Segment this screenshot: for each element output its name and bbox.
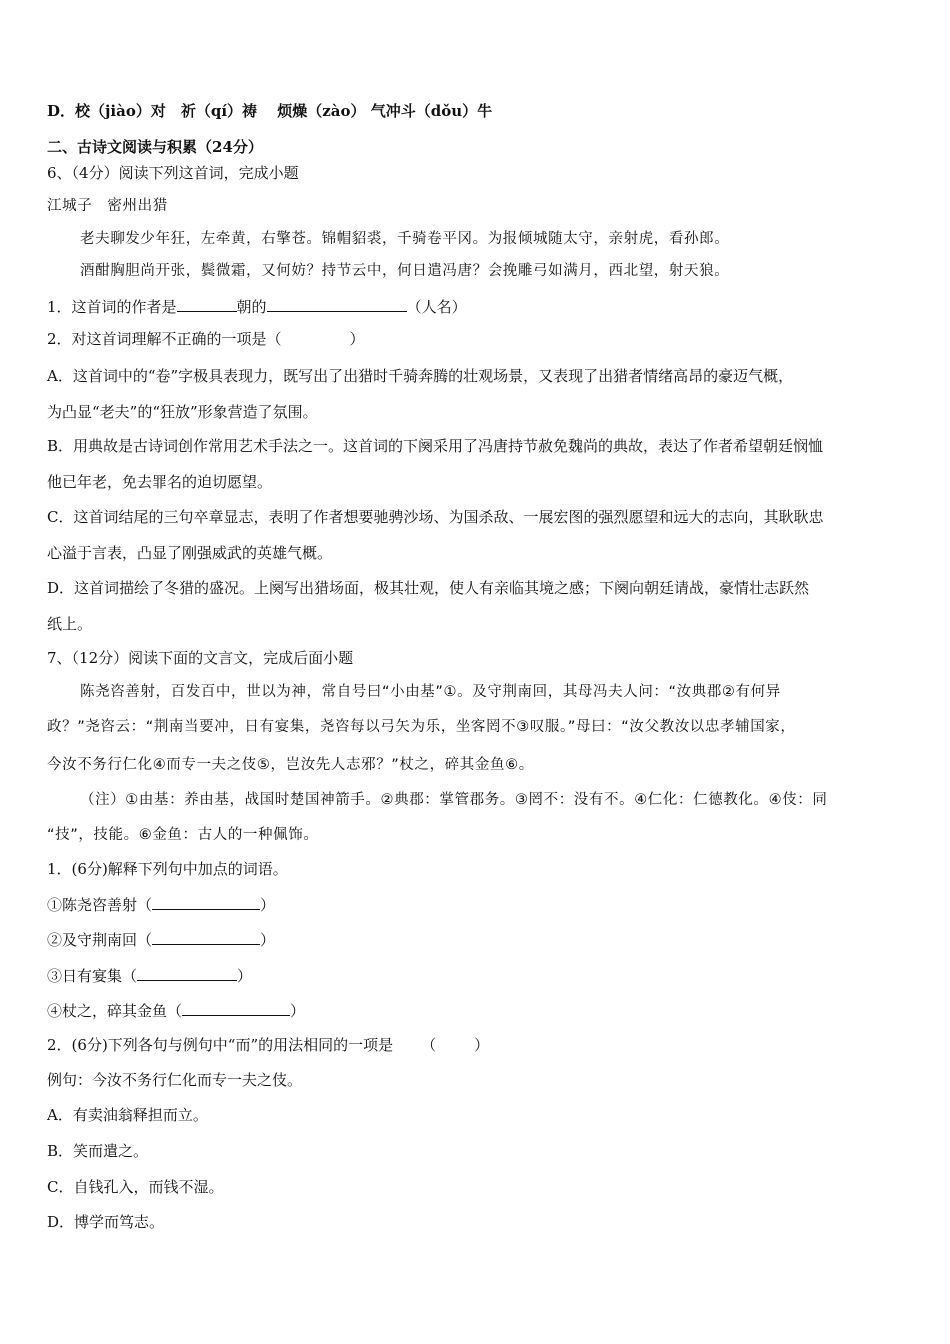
q6-sub2-suffix: ） [349,330,365,348]
q7-option-d: D．博学而笃志。 [47,1213,165,1231]
q7-sub2-close: ） [474,1036,490,1054]
q6-sub2-prefix: 2．对这首词理解不正确的一项是（ [47,330,282,348]
q7-example-sentence: 例句：今汝不务行仁化而专一夫之伎。 [47,1071,303,1089]
dynasty-blank[interactable] [177,295,237,312]
q7-option-c: C．自钱孔入，而钱不湿。 [47,1178,224,1196]
q6-header: 6、（4分）阅读下列这首词，完成小题 [47,164,299,182]
word-item-1-close: ） [260,896,276,914]
q6-option-a-line1: A．这首词中的“卷”字极具表现力，既写出了出猎时千骑奔腾的壮观场景，又表现了出猎者情绪高昂的豪迈气概， [47,367,794,385]
q7-notes-line2: “技”，技能。⑥金鱼：古人的一种佩饰。 [47,827,319,843]
poem-line-2: 酒酣胸胆尚开张，鬓微霜，又何妨？持节云中，何日遣冯唐？会挽雕弓如满月，西北望，射天狼。 [80,263,730,279]
q7-sub2-text: 2．(6分)下列各句与例句中“而”的用法相同的一项是 [47,1036,394,1054]
word-item-4 [47,999,305,1021]
q7-header: 7、（12分）阅读下面的文言文，完成后面小题 [47,649,354,667]
word-item-4-close: ） [290,1002,306,1020]
word-item-3 [47,964,252,986]
word-item-2-close: ） [260,931,276,949]
word-item-4-text: ④杖之，碎其金鱼（ [47,1002,183,1020]
q7-text-line1: 陈尧咨善射，百发百中，世以为神，常自号曰“小由基”①。及守荆南回，其母冯夫人问：“汝典郡②有何异 [80,684,781,700]
q6-option-d-line2: 纸上。 [47,615,93,633]
q6-option-c-line2: 心溢于言表，凸显了刚强威武的英雄气概。 [47,544,333,562]
word-item-3-text: ③日有宴集（ [47,967,138,985]
q6-sub2 [47,329,365,349]
word-item-3-close: ） [237,967,253,985]
word-item-1-text: ①陈尧咨善射（ [47,896,153,914]
word-item-1-blank[interactable] [152,893,260,910]
q6-sub1-prefix: 1．这首词的作者是 [47,298,177,316]
q7-sub2 [47,1035,489,1055]
word-item-1 [47,893,275,915]
q7-sub2-open: （ [421,1036,437,1054]
word-item-2-text: ②及守荆南回（ [47,931,153,949]
q6-option-a-line2: 为凸显“老夫”的“狂放”形象营造了氛围。 [47,403,318,421]
q7-option-b: B．笑而遣之。 [47,1142,149,1160]
author-blank[interactable] [267,295,407,312]
q6-sub1 [47,295,467,317]
q7-sub1-header: 1．(6分)解释下列句中加点的词语。 [47,860,288,878]
q6-option-b-line1: B．用典故是古诗词创作常用艺术手法之一。这首词的下阕采用了冯唐持节赦免魏尚的典故，表达了作者希望朝廷悯恤 [47,437,824,455]
section-title: 二、古诗文阅读与积累（24分） [47,138,263,156]
word-item-2 [47,928,275,950]
q7-option-a: A．有卖油翁释担而立。 [47,1106,208,1124]
word-item-4-blank[interactable] [182,999,290,1016]
word-item-2-blank[interactable] [152,928,260,945]
q7-text-line2: 政？”尧咨云：“荆南当要冲，日有宴集，尧咨每以弓矢为乐，坐客罔不③叹服。”母曰：“汝父教汝以忠孝辅国家， [47,719,796,735]
option-d-previous-question: D．校（jiào）对 祈（qí）祷 烦燥（zào） 气冲斗（dǒu）牛 [47,102,493,120]
q6-option-c-line1: C．这首词结尾的三句卒章显志，表明了作者想要驰骋沙场、为国杀敌、一展宏图的强烈愿望和远大的志向，其耿耿忠 [47,508,824,526]
q6-sub1-mid: 朝的 [236,298,267,316]
poem-line-1: 老夫聊发少年狂，左牵黄，右擎苍。锦帽貂裘，千骑卷平冈。为报倾城随太守，亲射虎，看孙郎。 [80,231,730,247]
q7-text-line3: 今汝不务行仁化④而专一夫之伎⑤，岂汝先人志邪？”杖之，碎其金鱼⑥。 [47,757,534,773]
word-item-3-blank[interactable] [137,964,237,981]
poem-title: 江城子 密州出猎 [47,198,168,214]
q6-option-b-line2: 他已年老，免去罪名的迫切愿望。 [47,473,273,491]
q7-notes-line1: （注）①由基：养由基，战国时楚国神箭手。②典郡：掌管郡务。③罔不：没有不。④仁化：仁德教化。④伎：同 [80,792,828,808]
q6-sub1-suffix: （人名） [406,298,467,316]
q6-option-d-line1: D．这首词描绘了冬猎的盛况。上阕写出猎场面，极其壮观，使人有亲临其境之感；下阕向朝廷请战，豪情壮志跃然 [47,579,810,597]
